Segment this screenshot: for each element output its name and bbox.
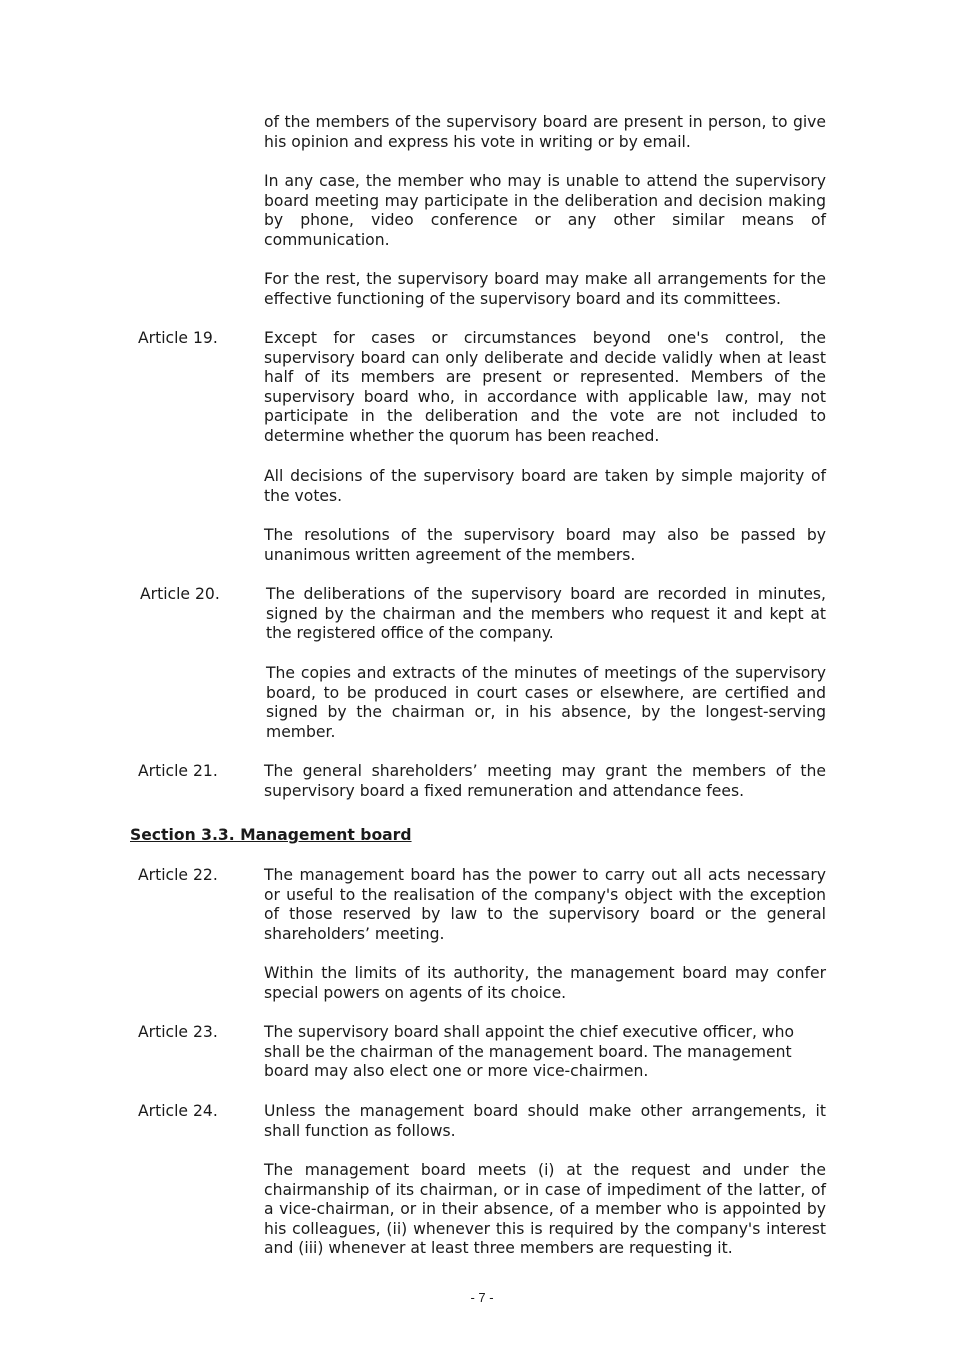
article-19-quorum-paragraph: Except for cases or circumstances beyond one's control, the supervisory board can only deliberate and decide validly when at least half of its members are present or represented. Members of the supervisory board who, in accordance with applicable law, may not participate in the deliberation and the vote are not included to determine whether the quorum has been reached. <box>264 329 826 445</box>
article-23-label: Article 23. <box>138 1023 218 1041</box>
article-19-written-resolution-paragraph: The resolutions of the supervisory board may also be passed by unanimous written agreement of the members. <box>264 526 826 564</box>
article-18-continuation-paragraph: of the members of the supervisory board are present in person, to give his opinion and express his vote in writing or by email. <box>264 113 826 151</box>
article-23-appointment-paragraph: The supervisory board shall appoint the chief executive officer, who shall be the chairman of the management board. The management board may also elect one or more vice-chairmen. <box>264 1023 795 1081</box>
article-24-functioning-paragraph: Unless the management board should make other arrangements, it shall function as follows. <box>264 1102 826 1140</box>
article-20-minutes-paragraph: The deliberations of the supervisory board are recorded in minutes, signed by the chairman and the members who request it and kept at the registered office of the company. <box>266 585 826 643</box>
article-24-meetings-paragraph: The management board meets (i) at the request and under the chairmanship of its chairman, or in case of impediment of the latter, of a vice-chairman, or in their absence, of a member who is appointed by his colleagues, (ii) whenever this is required by the company's interest and (iii) whenever at least three members are requesting it. <box>264 1161 826 1258</box>
page-number: - 7 - <box>470 1290 494 1305</box>
article-24-label: Article 24. <box>138 1102 218 1120</box>
article-20-label: Article 20. <box>140 585 220 603</box>
article-19-majority-paragraph: All decisions of the supervisory board are taken by simple majority of the votes. <box>264 467 826 505</box>
article-21-label: Article 21. <box>138 762 218 780</box>
article-22-powers-paragraph: The management board has the power to carry out all acts necessary or useful to the realisation of the company's object with the exception of those reserved by law to the supervisory board or the general shareholders’ meeting. <box>264 866 826 943</box>
article-19-label: Article 19. <box>138 329 218 347</box>
article-18-remote-participation-paragraph: In any case, the member who may is unable to attend the supervisory board meeting may participate in the deliberation and decision making by phone, video conference or any other similar means of communication. <box>264 172 826 249</box>
section-3-3-heading: Section 3.3. Management board <box>130 826 412 844</box>
article-22-special-powers-paragraph: Within the limits of its authority, the management board may confer special powers on agents of its choice. <box>264 964 826 1002</box>
article-22-label: Article 22. <box>138 866 218 884</box>
article-18-arrangements-paragraph: For the rest, the supervisory board may make all arrangements for the effective functioning of the supervisory board and its committees. <box>264 270 826 308</box>
article-20-copies-paragraph: The copies and extracts of the minutes of meetings of the supervisory board, to be produced in court cases or elsewhere, are certified and signed by the chairman or, in his absence, by the longest-serving member. <box>266 664 826 741</box>
article-21-remuneration-paragraph: The general shareholders’ meeting may grant the members of the supervisory board a fixed remuneration and attendance fees. <box>264 762 826 800</box>
